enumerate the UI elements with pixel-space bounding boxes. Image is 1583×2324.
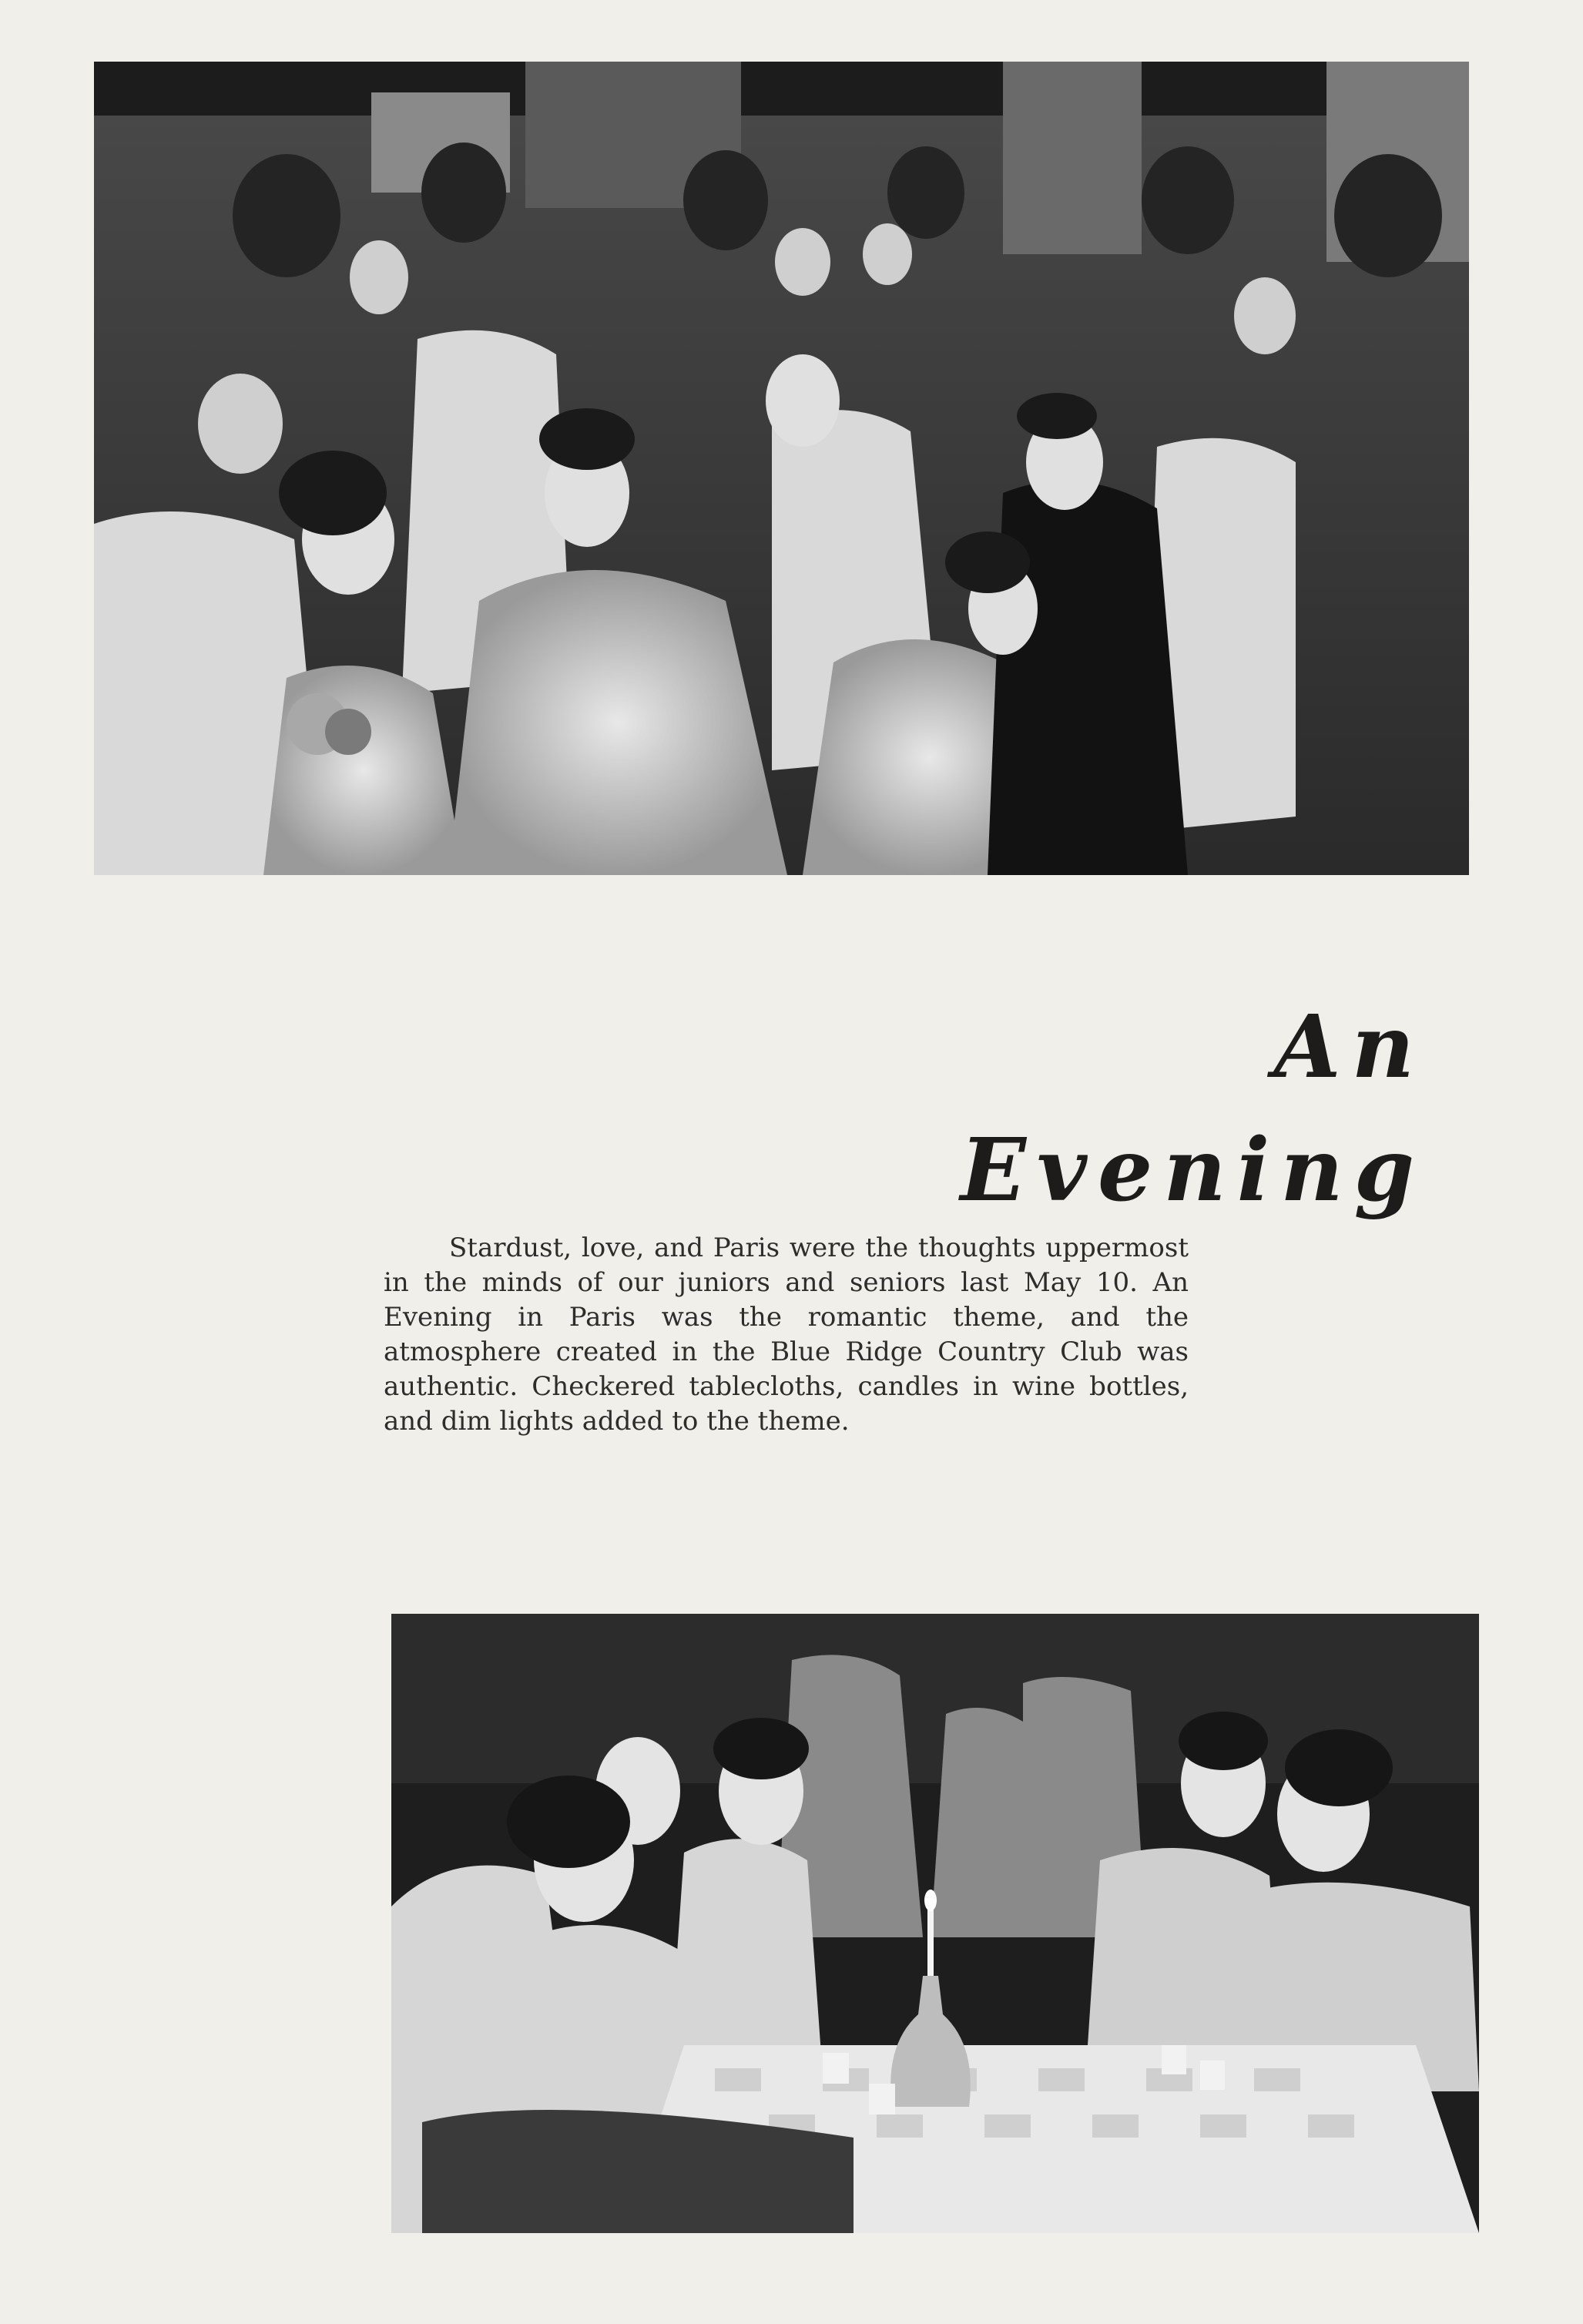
body-paragraph [384, 1231, 1189, 1439]
table-scene-illustration [391, 1614, 1479, 2233]
dance-floor-illustration [94, 62, 1469, 875]
paragraph-text: Stardust, love, and Paris were the thoughts uppermost in the minds of our juniors and seniors last May 10. An Evening in Paris was the romantic theme, and the atmosphere created in the Blue Ridge Country Club was authentic. Checkered tablecloths, candles in wine bottles, and dim lights added to the theme. [384, 1232, 1189, 1437]
table-scene-photo [391, 1614, 1479, 2233]
page-heading: An Evening [960, 997, 1425, 1221]
dance-floor-photo [94, 62, 1469, 875]
